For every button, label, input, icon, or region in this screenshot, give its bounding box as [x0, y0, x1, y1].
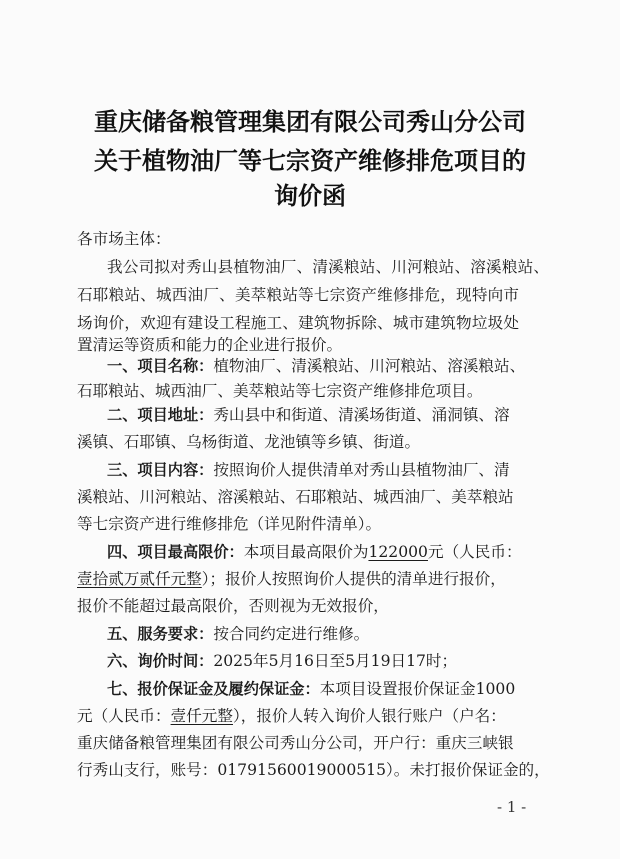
section-line: [107, 651, 457, 671]
title-line-2: 关于植物油厂等七宗资产维修排危项目的: [94, 146, 526, 175]
title-line-3: 询价函: [274, 181, 346, 210]
section-text: 本项目设置报价保证金1000: [319, 680, 516, 698]
section-line: [107, 356, 525, 376]
section-label: 七、报价保证金及履约保证金：: [107, 680, 320, 698]
intro-line: 置清运等资质和能力的企业进行报价。: [77, 336, 343, 354]
section-line: [107, 679, 515, 699]
section-text: 行秀山支行，账号：01791560019000515）。未打报价保证金的，: [77, 761, 550, 779]
intro-line: 场询价，欢迎有建设工程施工、建筑物拆除、城市建筑物垃圾处: [77, 314, 520, 332]
section-label: 四、项目最高限价：: [107, 543, 244, 561]
section-text: 溪镇、石耶镇、乌杨街道、龙池镇等乡镇、街道。: [77, 433, 421, 451]
section-line: [107, 624, 369, 644]
section-line: [107, 405, 510, 425]
intro-line: 我公司拟对秀山县植物油厂、清溪粮站、川河粮站、溶溪粮站、: [107, 258, 550, 276]
max-price-amount-cn: 壹拾贰万贰仟元整: [77, 570, 202, 588]
section-text: 元（人民币：: [77, 707, 171, 725]
section-label: 二、项目地址：: [107, 406, 214, 424]
section-text: 等七宗资产进行维修排危（详见附件清单）。: [77, 515, 382, 533]
section-text: ），报价人转入询价人银行账户（户名：: [232, 707, 506, 725]
section-label: 五、服务要求：: [107, 625, 214, 643]
section-text: 元（人民币：: [427, 543, 522, 561]
section-text: 重庆储备粮管理集团有限公司秀山分公司，开户行：重庆三峡银: [77, 734, 514, 752]
section-line: [107, 542, 522, 562]
salutation: 各市场主体：: [77, 230, 171, 248]
section-line: [77, 706, 506, 726]
section-text: 按照询价人提供清单对秀山县植物油厂、清: [213, 461, 510, 479]
section-text: 本项目最高限价为: [243, 543, 369, 561]
page-number: - 1 -: [497, 798, 527, 816]
section-label: 六、询价时间：: [107, 652, 214, 670]
section-text: 秀山县中和街道、清溪场街道、涌洞镇、溶: [213, 406, 510, 424]
section-text: ）；报价人按照询价人提供的清单进行报价，: [201, 570, 506, 588]
section-line: [107, 460, 510, 480]
section-line: [77, 569, 506, 589]
intro-line: 石耶粮站、城西油厂、美萃粮站等七宗资产维修排危，现特向市: [77, 286, 520, 304]
section-text: 溪粮站、川河粮站、溶溪粮站、石耶粮站、城西油厂、美萃粮站: [77, 488, 514, 506]
section-text: 2025年5月16日至5月19日17时；: [213, 652, 458, 670]
section-label: 三、项目内容：: [107, 461, 214, 479]
max-price-amount: 122000: [368, 543, 428, 561]
section-text: 按合同约定进行维修。: [213, 625, 370, 643]
deposit-amount-cn: 壹仟元整: [170, 707, 233, 725]
section-text: 石耶粮站、城西油厂、美萃粮站等七宗资产维修排危项目。: [77, 382, 483, 400]
section-text: 植物油厂、清溪粮站、川河粮站、溶溪粮站、: [213, 357, 526, 375]
section-text: 报价不能超过最高限价，否则视为无效报价，: [77, 597, 389, 615]
section-label: 一、项目名称：: [107, 357, 214, 375]
title-line-1: 重庆储备粮管理集团有限公司秀山分公司: [94, 107, 526, 136]
